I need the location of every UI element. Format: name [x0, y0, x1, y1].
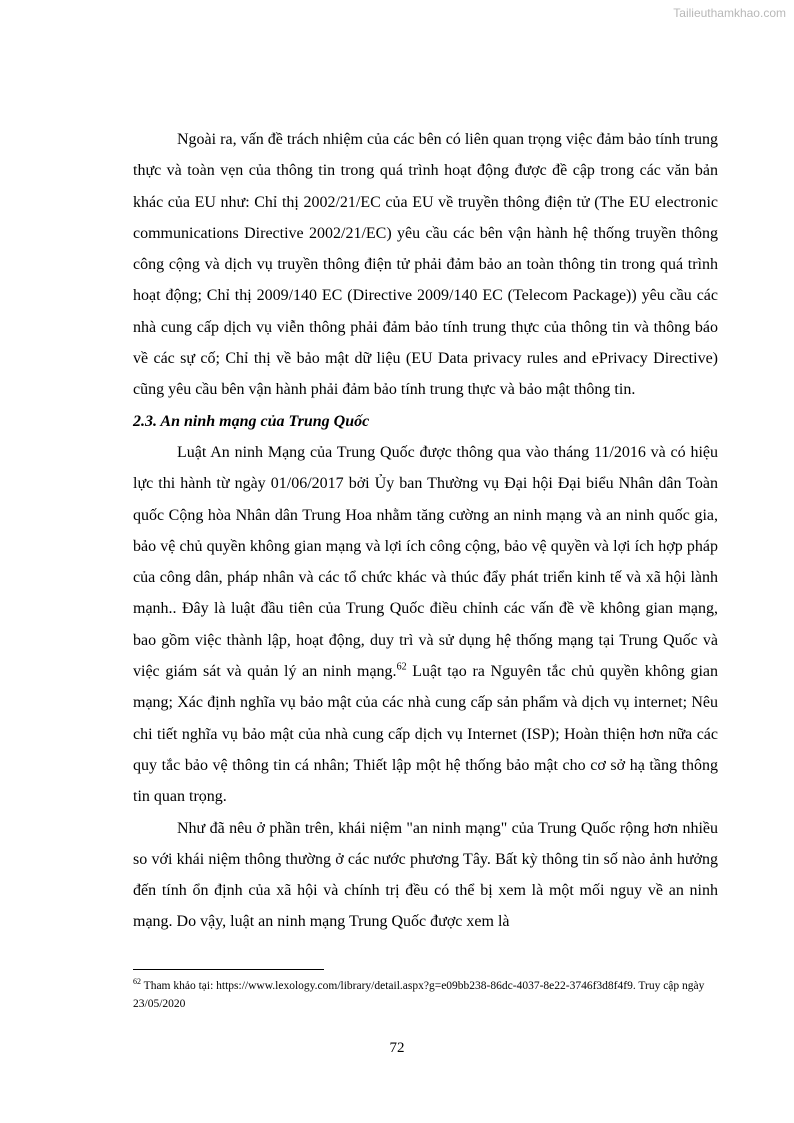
footnote-reference[interactable]: 62 [396, 661, 407, 673]
page-body [133, 124, 718, 938]
paragraph-text-part2: Luật tạo ra Nguyên tắc chủ quyền không gian mạng; Xác định nghĩa vụ bảo mật của các nhà cung cấp sản phẩm và dịch vụ internet; Nêu chi tiết nghĩa vụ bảo mật của nhà cung cấp dịch vụ Internet (ISP); Hoàn thiện hơn nữa các quy tắc bảo vệ thông tin cá nhân; Thiết lập một hệ thống bảo mật cho cơ sở hạ tầng thông tin quan trọng. [133, 663, 718, 806]
paragraph-china-cybersecurity-law [133, 437, 718, 813]
paragraph-cybersecurity-concept: Như đã nêu ở phần trên, khái niệm "an ninh mạng" của Trung Quốc rộng hơn nhiều so với khái niệm thông thường ở các nước phương Tây. Bất kỳ thông tin số nào ảnh hưởng đến tính ổn định của xã hội và chính trị đều có thể bị xem là một mối nguy về an ninh mạng. Do vậy, luật an ninh mạng Trung Quốc được xem là [133, 819, 718, 931]
footnote-divider [133, 969, 324, 970]
footnote-text: Tham khảo tại: https://www.lexology.com/library/detail.aspx?g=e09bb238-86dc-4037-8e22-3746f3d8f4f9. Truy cập ngày 23/05/2020 [133, 980, 705, 1010]
watermark: Tailieuthamkhao.com [673, 6, 786, 20]
section-heading: 2.3. An ninh mạng của Trung Quốc [133, 412, 370, 430]
page-number: 72 [389, 1040, 405, 1056]
footnote [133, 977, 718, 1013]
footnote-number: 62 [133, 977, 141, 987]
paragraph-text-part1: Luật An ninh Mạng của Trung Quốc được thông qua vào tháng 11/2016 và có hiệu lực thi hành từ ngày 01/06/2017 bởi Ủy ban Thường vụ Đại hội Đại biểu Nhân dân Toàn quốc Cộng hòa Nhân dân Trung Hoa nhằm tăng cường an ninh mạng và an ninh quốc gia, bảo vệ chủ quyền không gian mạng và lợi ích công cộng, bảo vệ quyền và lợi ích hợp pháp của công dân, pháp nhân và các tổ chức khác và thúc đẩy phát triển kinh tế và xã hội lành mạnh.. Đây là luật đầu tiên của Trung Quốc điều chỉnh các vấn đề về không gian mạng, bao gồm việc thành lập, hoạt động, duy trì và sử dụng hệ thống mạng tại Trung Quốc và việc giám sát và quản lý an ninh mạng. [133, 443, 718, 681]
paragraph-eu-directives: Ngoài ra, vấn đề trách nhiệm của các bên có liên quan trọng việc đảm bảo tính trung thực và toàn vẹn của thông tin trong quá trình hoạt động được đề cập trong các văn bản khác của EU như: Chỉ thị 2002/21/EC của EU về truyền thông điện tử (The EU electronic communications Directive 2002/21/EC) yêu cầu các bên vận hành hệ thống truyền thông công cộng và dịch vụ truyền thông điện tử phải đảm bảo an toàn thông tin trong quá trình hoạt động; Chỉ thị 2009/140 EC (Directive 2009/140 EC (Telecom Package)) yêu cầu các nhà cung cấp dịch vụ viễn thông phải đảm bảo tính trung thực của thông tin và thông báo về các sự cố; Chỉ thị về bảo mật dữ liệu (EU Data privacy rules and ePrivacy Directive) cũng yêu cầu bên vận hành phải đảm bảo tính trung thực và bảo mật thông tin. [133, 131, 718, 399]
